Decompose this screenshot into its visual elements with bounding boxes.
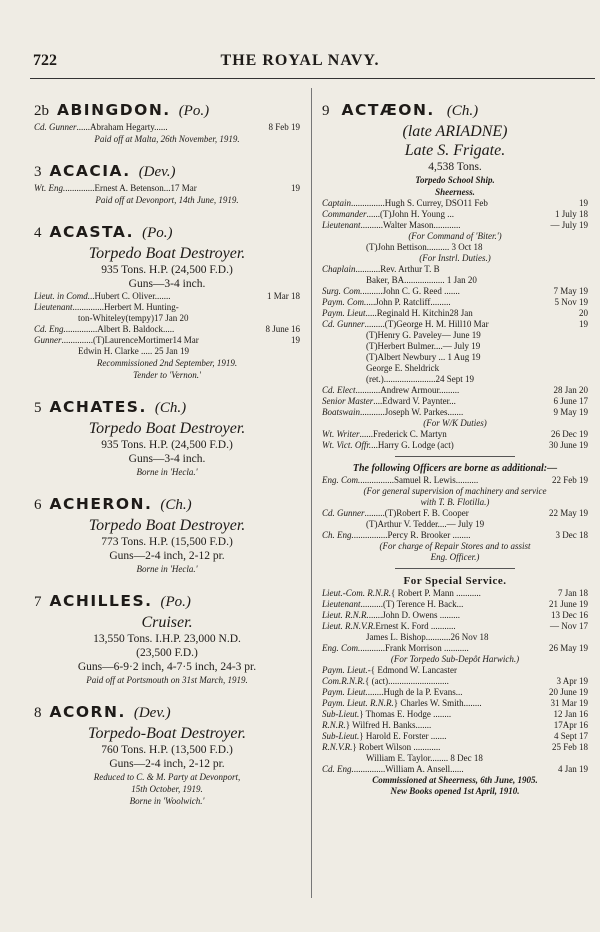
ship-station: (Ch.) (446, 103, 479, 119)
officer-rank: Lieutenant (322, 599, 361, 609)
officer-continuation: (T)Herbert Bulmer....— July 19 (366, 341, 481, 351)
ship-heading (34, 161, 300, 182)
officer-date: 30 June 19 (549, 440, 588, 450)
officer-rank: Cd. Gunner (322, 508, 365, 518)
officer-rank: Paym. Lieut (322, 308, 366, 318)
officer-name: ..............Albert B. Baldock..... (65, 324, 175, 334)
ship-entry (34, 222, 300, 381)
officer-date: 1 Mar 18 (267, 291, 300, 301)
ship-name: ACACIA. (49, 162, 131, 180)
ship-station: (Dev.) (138, 164, 176, 180)
officer-row (322, 643, 588, 654)
duty-note: (For Instrl. Duties.) (419, 253, 491, 263)
additional-heading: The following Officers are borne as additional:— (352, 463, 558, 474)
ship-number: 6 (34, 497, 42, 513)
ship-class: Torpedo Boat Destroyer. (88, 517, 246, 534)
duty-note: (For Torpedo Sub-Depôt Harwich.) (390, 654, 520, 664)
officer-rank: Com.R.N.R. (322, 676, 366, 686)
officer-name: ..............Herbert M. Hunting- (72, 302, 179, 312)
officer-row (322, 709, 588, 720)
ship-number: 2b (34, 103, 49, 119)
officer-name: } Wilfred H. Banks....... (345, 720, 432, 730)
ship-number: 3 (34, 164, 42, 180)
officer-rank: Lieut. in Comd. (34, 291, 91, 301)
duty-note: (For general supervision of machinery and service (363, 486, 547, 496)
officer-date: 28 Jan 20 (553, 385, 588, 395)
ship-heading (322, 100, 588, 121)
ship-station: (Po.) (178, 103, 210, 119)
ship-heading (34, 494, 300, 515)
officer-continuation: Edwin H. Clarke ..... 25 Jan 19 (78, 346, 189, 356)
officer-date: 20 June 19 (549, 687, 588, 697)
officer-rank: Surg. Com. (322, 286, 363, 296)
officer-rank: Captain (322, 198, 352, 208)
right-column (322, 100, 588, 797)
ship-name: ACHILLES. (49, 592, 153, 610)
officer-rank: Sub-Lieut. (322, 709, 360, 719)
officer-date: 4 Sept 17 (553, 731, 588, 741)
officer-continuation: (T)Henry G. Paveley— June 19 (366, 330, 481, 340)
ship-entry (34, 397, 300, 478)
officer-date: 7 May 19 (553, 286, 588, 296)
officer-continuation: (ret.).......................24 Sept 19 (366, 374, 474, 384)
officer-row (322, 297, 588, 308)
officer-date: 3 Dec 18 (555, 530, 588, 540)
officer-rank: Lieutenant (34, 302, 73, 312)
ship-heading (34, 100, 300, 121)
separator (395, 568, 515, 569)
ship-name: ACASTA. (49, 223, 135, 241)
officer-list (322, 198, 588, 451)
officer-date: 19 (291, 183, 300, 193)
ship-spec-extra: (23,500 F.D.) (136, 647, 198, 659)
officer-row (322, 731, 588, 742)
ship-class: Cruiser. (141, 614, 193, 631)
officer-name: { Robert P. Mann ........... (391, 588, 481, 598)
officer-date: 7 Jan 18 (558, 588, 588, 598)
officer-row (322, 742, 588, 753)
officer-continuation: Baker, BA.................. 1 Jan 20 (366, 275, 477, 285)
officer-row (322, 385, 588, 396)
officer-rank: Eng. Com. (322, 475, 361, 485)
officer-date: 6 June 17 (553, 396, 588, 406)
ship-spec: 935 Tons. H.P. (24,500 F.D.) (101, 264, 233, 276)
officer-name: .......Hugh de la P. Evans... (367, 687, 463, 697)
officer-date: 8 June 16 (265, 324, 300, 334)
officer-row (322, 220, 588, 231)
duty-note: (For Command of 'Biter.') (408, 231, 502, 241)
officer-rank: R.N.R. (322, 720, 346, 730)
officer-date: 8 Feb 19 (268, 122, 300, 132)
ship-note: 15th October, 1919. (131, 784, 203, 794)
officer-rank: Paym. Lieut. R.N.R. (322, 698, 394, 708)
ship-number: 7 (34, 594, 42, 610)
ship-note: Tender to 'Vernon.' (133, 370, 201, 380)
officer-name: ...............Hugh S. Currey, DSO11 Feb (351, 198, 488, 208)
ship-name: ABINGDON. (57, 101, 171, 119)
separator (395, 456, 515, 457)
officer-date: 19 (291, 335, 300, 345)
left-column (34, 100, 300, 823)
officer-continuation: ton-Whiteley(tempy)17 Jan 20 (78, 313, 189, 323)
officer-row (34, 122, 300, 133)
officer-row (34, 335, 300, 346)
ship-guns: Guns—6-9·2 inch, 4-7·5 inch, 24-3 pr. (77, 661, 257, 673)
additional-officer-list (322, 475, 588, 563)
officer-row (322, 396, 588, 407)
officer-rank: Lieutenant (322, 220, 361, 230)
officer-row (322, 508, 588, 519)
officer-row (322, 588, 588, 599)
officer-rank: Wt. Writer (322, 429, 360, 439)
officer-date: 21 June 19 (549, 599, 588, 609)
ship-note: Reduced to C. & M. Party at Devonport, (93, 772, 241, 782)
officer-name: .........(T)George H. M. Hill10 Mar (364, 319, 489, 329)
ship-class: Torpedo Boat Destroyer. (88, 420, 246, 437)
ship-former-name: (late ARIADNE) (402, 123, 508, 140)
officer-name: } Charles W. Smith........ (393, 698, 482, 708)
page-number: 722 (33, 52, 57, 69)
officer-name: .....Reginald H. Kitchin28 Jan (365, 308, 473, 318)
ship-name: ACHATES. (49, 398, 147, 416)
officer-continuation: (T)Albert Newbury ... 1 Aug 19 (366, 352, 481, 362)
ship-station: (Ch.) (154, 400, 187, 416)
page-header (0, 52, 600, 74)
ship-number: 9 (322, 103, 330, 119)
officer-name: } Robert Wilson ............ (352, 742, 441, 752)
officer-name: ..........Walter Mason............ (360, 220, 461, 230)
officer-row (322, 621, 588, 632)
special-service-heading: For Special Service. (403, 575, 507, 587)
ship-heading (34, 397, 300, 418)
page-title: THE ROYAL NAVY. (220, 52, 380, 69)
ship-station: (Po.) (142, 225, 173, 241)
officer-name: ...........Andrew Armour......... (355, 385, 460, 395)
officer-name: } Thomas E. Hodge ........ (359, 709, 452, 719)
officer-continuation: (T)Arthur V. Tedder....— July 19 (366, 519, 485, 529)
officer-name: ..............(T)LaurenceMortimer14 Mar (61, 335, 199, 345)
officer-row (322, 407, 588, 418)
ship-guns: Guns—2-4 inch, 2-12 pr. (109, 550, 225, 562)
ship-number: 4 (34, 225, 42, 241)
officer-row (322, 676, 588, 687)
ship-note: Paid off at Portsmouth on 31st March, 1919. (86, 675, 248, 685)
officer-rank: R.N.V.R. (322, 742, 353, 752)
officer-date: 4 Jan 19 (558, 764, 588, 774)
officer-date: 12 Jan 16 (553, 709, 588, 719)
officer-row (322, 764, 588, 775)
officer-row (322, 720, 588, 731)
officer-row (322, 599, 588, 610)
ship-heading (34, 702, 300, 723)
ship-class: Torpedo Boat Destroyer. (88, 245, 246, 262)
ship-spec: 13,550 Tons. I.H.P. 23,000 N.D. (93, 633, 241, 645)
officer-rank: Chaplain (322, 264, 356, 274)
duty-note: (For W/K Duties) (423, 418, 487, 428)
officer-row (34, 324, 300, 335)
officer-date: 9 May 19 (553, 407, 588, 417)
ship-guns: Guns—3-4 inch. (128, 453, 206, 465)
duty-note: Eng. Officer.) (430, 552, 480, 562)
ship-entry (34, 494, 300, 575)
ship-name: ACHERON. (49, 495, 153, 513)
officer-name: .........John C. G. Reed ....... (362, 286, 460, 296)
officer-row (322, 475, 588, 486)
officer-name: ......Frederick C. Martyn (359, 429, 447, 439)
officer-name: ....John P. Ratcliff......... (366, 297, 451, 307)
officer-date: 13 Dec 16 (551, 610, 588, 620)
officer-date: 1 July 18 (554, 209, 588, 219)
ship-station: (Dev.) (133, 705, 171, 721)
officer-name: ....Edward V. Paynter... (373, 396, 456, 406)
officer-row (322, 687, 588, 698)
officer-rank: Wt. Eng. (34, 183, 66, 193)
officer-date: 20 (579, 308, 588, 318)
officer-date: 26 Dec 19 (551, 429, 588, 439)
officer-rank: Paym. Com. (322, 297, 367, 307)
ship-heading (34, 222, 300, 243)
officer-name: ...........Frank Morrison ........... (360, 643, 469, 653)
ship-name: ACORN. (49, 703, 126, 721)
officer-name: ......John D. Owens ......... (368, 610, 460, 620)
officer-rank: Commander (322, 209, 367, 219)
officer-name: ......(T)John H. Young ... (366, 209, 455, 219)
ship-tonnage: 4,538 Tons. (428, 161, 482, 173)
officer-rank: Ch. Eng. (322, 530, 354, 540)
header-rule (30, 78, 595, 79)
ship-note: Borne in 'Hecla.' (136, 467, 198, 477)
officer-row (322, 264, 588, 275)
officer-name: ......Abraham Hegarty...... (76, 122, 168, 132)
officer-rank: Eng. Com. (322, 643, 361, 653)
ship-spec: 760 Tons. H.P. (13,500 F.D.) (101, 744, 233, 756)
officer-row (34, 183, 300, 194)
officer-row (322, 209, 588, 220)
officer-name: .........(T)Robert F. B. Cooper (364, 508, 469, 518)
officer-name: ...........Rev. Arthur T. B (355, 264, 440, 274)
officer-rank: Lieut. R.N.V.R. (322, 621, 376, 631)
ship-name: ACTÆON. (341, 101, 435, 119)
officer-rank: Lieut. R.N.R. (322, 610, 369, 620)
officer-name: ...........Joseph W. Parkes....... (360, 407, 464, 417)
ship-place: Sheerness. (435, 187, 475, 197)
officer-name: } Harold E. Forster ....... (359, 731, 447, 741)
officer-rank: Cd. Elect (322, 385, 356, 395)
ship-class: Torpedo-Boat Destroyer. (88, 725, 246, 742)
ship-number: 8 (34, 705, 42, 721)
ship-note: Paid off at Malta, 26th November, 1919. (94, 134, 240, 144)
officer-rank: Paym. Lieut. (322, 687, 368, 697)
special-officer-list (322, 588, 588, 775)
officer-continuation: George E. Sheldrick (366, 363, 440, 373)
officer-date: 25 Feb 18 (552, 742, 588, 752)
ship-note: Recommissioned 2nd September, 1919. (96, 358, 238, 368)
officer-rank: Wt. Vict. Offr. (322, 440, 372, 450)
officer-date: 19 (579, 198, 588, 208)
ship-entry (34, 161, 300, 206)
ship-number: 5 (34, 400, 42, 416)
column-divider (311, 88, 312, 898)
officer-row (322, 530, 588, 541)
ship-guns: Guns—3-4 inch. (128, 278, 206, 290)
officer-rank: Senior Master (322, 396, 374, 406)
officer-date: 22 Feb 19 (552, 475, 588, 485)
officer-date: 19 (579, 319, 588, 329)
officer-rank: Sub-Lieut. (322, 731, 360, 741)
officer-name: { (act)........................... (365, 676, 449, 686)
officer-name: ...Harry G. Lodge (act) (371, 440, 454, 450)
officer-row (322, 440, 588, 451)
ship-entry (34, 591, 300, 686)
officer-continuation: William E. Taylor........ 8 Dec 18 (366, 753, 483, 763)
officer-rank: Cd. Eng. (34, 324, 66, 334)
ship-station: (Ch.) (160, 497, 192, 513)
ship-station: (Po.) (160, 594, 191, 610)
officer-date: — Nov 17 (550, 621, 588, 631)
ship-role: Torpedo School Ship. (415, 175, 495, 185)
officer-row (322, 610, 588, 621)
duty-note: with T. B. Flotilla.) (420, 497, 490, 507)
officer-row (34, 291, 300, 302)
officer-date: 3 Apr 19 (556, 676, 588, 686)
officer-row (322, 698, 588, 709)
ship-entry (34, 100, 300, 145)
officer-date: 22 May 19 (549, 508, 588, 518)
officer-name: .............Ernest A. Betenson...17 Mar (65, 183, 197, 193)
officer-rank: Cd. Gunner (322, 319, 365, 329)
officer-rank: Cd. Gunner (34, 122, 77, 132)
ship-entry (34, 702, 300, 807)
ship-spec: 773 Tons. H.P. (15,500 F.D.) (101, 536, 233, 548)
ship-note: Borne in 'Hecla.' (136, 564, 198, 574)
ship-heading (34, 591, 300, 612)
officer-rank: Boatswain (322, 407, 361, 417)
officer-row (322, 198, 588, 209)
officer-date: 31 Mar 19 (550, 698, 588, 708)
officer-continuation: James L. Bishop...........26 Nov 18 (366, 632, 489, 642)
officer-name: { Edmond W. Lancaster (370, 665, 458, 675)
officer-row (322, 319, 588, 330)
ship-class: Late S. Frigate. (404, 142, 506, 159)
officer-continuation: (T)John Bettison.......... 3 Oct 18 (366, 242, 483, 252)
ship-spec: 935 Tons. H.P. (24,500 F.D.) (101, 439, 233, 451)
officer-name: ...............Percy R. Brooker ........ (353, 530, 471, 540)
officer-date: 5 Nov 19 (554, 297, 588, 307)
ship-note: Borne in 'Woolwich.' (129, 796, 205, 806)
officer-rank: Paym. Lieut.- (322, 665, 371, 675)
officer-row (322, 429, 588, 440)
commissioned-note: Commissioned at Sheerness, 6th June, 1905. (372, 775, 538, 785)
officer-row (322, 286, 588, 297)
officer-name: ..Hubert C. Oliver....... (90, 291, 171, 301)
officer-rank: Cd. Eng. (322, 764, 354, 774)
officer-date: 17Apr 16 (553, 720, 588, 730)
officer-name: ..............William A. Ansell...... (353, 764, 464, 774)
officer-row (322, 665, 588, 676)
ship-guns: Guns—2-4 inch, 2-12 pr. (109, 758, 225, 770)
books-note: New Books opened 1st April, 1910. (390, 786, 520, 796)
officer-name: Ernest K. Ford ........... (375, 621, 456, 631)
officer-rank: Lieut.-Com. R.N.R. (322, 588, 391, 598)
officer-name: ..........(T) Terence H. Back... (360, 599, 464, 609)
ship-note: Paid off at Devonport, 14th June, 1919. (95, 195, 239, 205)
duty-note: (For charge of Repair Stores and to assist (379, 541, 531, 551)
officer-date: 26 May 19 (549, 643, 588, 653)
officer-rank: Gunner (34, 335, 62, 345)
officer-row (34, 302, 300, 313)
officer-date: — July 19 (550, 220, 588, 230)
officer-name: ...............Samuel R. Lewis.......... (360, 475, 479, 485)
officer-row (322, 308, 588, 319)
